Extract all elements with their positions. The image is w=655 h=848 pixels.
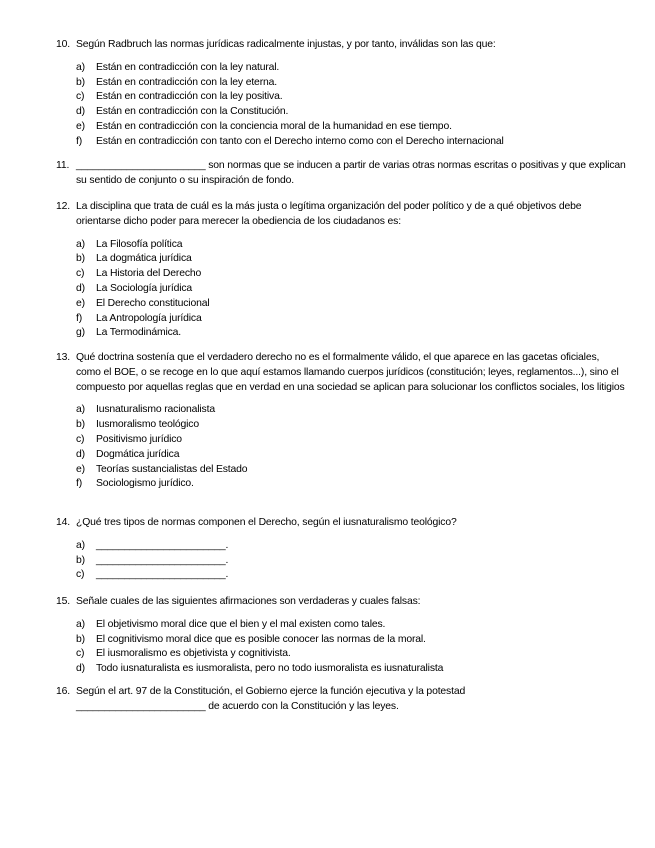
answer-blank: _______________________. xyxy=(96,554,229,566)
option-letter: f) xyxy=(76,312,83,324)
option-text: Están en contradicción con la ley positiva. xyxy=(96,91,283,103)
option-letter: g) xyxy=(76,327,85,339)
options-list xyxy=(76,539,626,583)
question-number: 13. xyxy=(56,352,70,363)
option-letter: d) xyxy=(76,106,85,118)
question-text xyxy=(76,685,626,715)
option-text: Teorías sustancialistas del Estado xyxy=(96,463,248,475)
option-letter: c) xyxy=(76,91,85,103)
option xyxy=(76,312,626,327)
answer-blank: _______________________. xyxy=(96,539,229,551)
option-letter: e) xyxy=(76,463,85,475)
option-letter: d) xyxy=(76,448,85,460)
option-letter: c) xyxy=(76,433,85,445)
option xyxy=(76,105,626,120)
option-letter: b) xyxy=(76,554,85,566)
question-13 xyxy=(56,351,626,492)
question-text-start: Según el art. 97 de la Constitución, el Gobierno ejerce la función ejecutiva y la potestad xyxy=(76,686,466,697)
option xyxy=(76,418,626,433)
option xyxy=(76,618,626,633)
option-letter: a) xyxy=(76,61,85,73)
option-text: El Derecho constitucional xyxy=(96,297,210,309)
option-text: Están en contradicción con tanto con el Derecho interno como con el Derecho internacional xyxy=(96,135,504,147)
question-12 xyxy=(56,200,626,341)
question-number: 14. xyxy=(56,517,70,528)
option-letter: c) xyxy=(76,569,85,581)
question-text: La disciplina que trata de cuál es la más justa o legítima organización del poder político y de a qué objetivos debe orientarse dicho poder para merecer la obediencia de los ciudadanos es: xyxy=(76,201,582,227)
option-letter: a) xyxy=(76,539,85,551)
option xyxy=(76,76,626,91)
option xyxy=(76,463,626,478)
question-text: Señale cuales de las siguientes afirmaciones son verdaderas y cuales falsas: xyxy=(76,596,421,607)
option xyxy=(76,539,626,554)
option-letter: a) xyxy=(76,238,85,250)
option-text: Sociologismo jurídico. xyxy=(96,478,194,490)
option xyxy=(76,554,626,569)
option xyxy=(76,90,626,105)
option xyxy=(76,282,626,297)
question-number: 15. xyxy=(56,596,70,607)
option-letter: d) xyxy=(76,282,85,294)
question-11 xyxy=(56,159,626,189)
option-text: La Filosofía política xyxy=(96,238,183,250)
option xyxy=(76,135,626,150)
question-number: 10. xyxy=(56,39,70,50)
question-10 xyxy=(56,38,626,150)
option-text: Iusmoralismo teológico xyxy=(96,419,199,431)
option xyxy=(76,403,626,418)
option-text: El cognitivismo moral dice que es posible conocer las normas de la moral. xyxy=(96,633,426,645)
option xyxy=(76,568,626,583)
option-text: La Antropología jurídica xyxy=(96,312,202,324)
question-text-rest: son normas que se inducen a partir de varias otras normas escritas o positivas y que explican su sentido de conjunto o su inspiración de fondo. xyxy=(76,160,626,186)
option-letter: d) xyxy=(76,663,85,675)
answer-blank: _______________________ xyxy=(76,700,206,712)
question-text xyxy=(76,159,626,189)
option-letter: c) xyxy=(76,648,85,660)
option-letter: b) xyxy=(76,633,85,645)
option-text: La dogmática jurídica xyxy=(96,253,192,265)
question-14 xyxy=(56,516,626,583)
question-16 xyxy=(56,685,626,715)
option xyxy=(76,633,626,648)
option-text: Están en contradicción con la ley natural. xyxy=(96,61,280,73)
option-text: El objetivismo moral dice que el bien y el mal existen como tales. xyxy=(96,618,386,630)
question-15 xyxy=(56,595,626,677)
option xyxy=(76,662,626,677)
option xyxy=(76,326,626,341)
option-letter: a) xyxy=(76,404,85,416)
answer-blank: _______________________. xyxy=(96,569,229,581)
option-text: Dogmática jurídica xyxy=(96,448,180,460)
options-list xyxy=(76,238,626,342)
option-text: Están en contradicción con la ley eterna. xyxy=(96,76,277,88)
option-text: Positivismo jurídico xyxy=(96,433,182,445)
option-letter: a) xyxy=(76,618,85,630)
option xyxy=(76,238,626,253)
option-text: La Historia del Derecho xyxy=(96,268,202,280)
options-list xyxy=(76,61,626,150)
option-text: La Sociología jurídica xyxy=(96,282,193,294)
option-letter: c) xyxy=(76,268,85,280)
option xyxy=(76,61,626,76)
options-list xyxy=(76,403,626,492)
option-letter: b) xyxy=(76,253,85,265)
option-text: Están en contradicción con la Constitución. xyxy=(96,106,289,118)
question-text: Qué doctrina sostenía que el verdadero derecho no es el formalmente válido, el que aparece en las gacetas oficiales, como el BOE, o se recoge en lo que aquí estamos llamando cuerpos jurídicos (constitución; leyes, reglamentos...), sino el compuesto por aquellas reglas que en verdad en una sociedad se aplican para solucionar los conflictos sociales, los litigios xyxy=(76,352,625,393)
option-letter: f) xyxy=(76,135,83,147)
option xyxy=(76,477,626,492)
option xyxy=(76,433,626,448)
question-number: 12. xyxy=(56,201,70,212)
question-text: Según Radbruch las normas jurídicas radicalmente injustas, y por tanto, inválidas son las que: xyxy=(76,39,496,50)
question-text: ¿Qué tres tipos de normas componen el Derecho, según el iusnaturalismo teológico? xyxy=(76,517,457,528)
question-number: 11. xyxy=(56,160,70,171)
option-text: La Termodinámica. xyxy=(96,327,182,339)
option xyxy=(76,252,626,267)
option-text: El iusmoralismo es objetivista y cognitivista. xyxy=(96,648,291,660)
option-text: Iusnaturalismo racionalista xyxy=(96,404,215,416)
option-letter: b) xyxy=(76,419,85,431)
option-letter: e) xyxy=(76,297,85,309)
question-number: 16. xyxy=(56,686,70,697)
options-list xyxy=(76,618,626,677)
option xyxy=(76,647,626,662)
option-text: Todo iusnaturalista es iusmoralista, pero no todo iusmoralista es iusnaturalista xyxy=(96,663,444,675)
option xyxy=(76,448,626,463)
answer-blank: _______________________ xyxy=(76,160,206,171)
option xyxy=(76,297,626,312)
option xyxy=(76,267,626,282)
option-text: Están en contradicción con la conciencia moral de la humanidad en ese tiempo. xyxy=(96,120,452,132)
option-letter: f) xyxy=(76,478,83,490)
option-letter: e) xyxy=(76,120,85,132)
option xyxy=(76,120,626,135)
option-letter: b) xyxy=(76,76,85,88)
question-text-end: de acuerdo con la Constitución y las leyes. xyxy=(205,700,399,712)
